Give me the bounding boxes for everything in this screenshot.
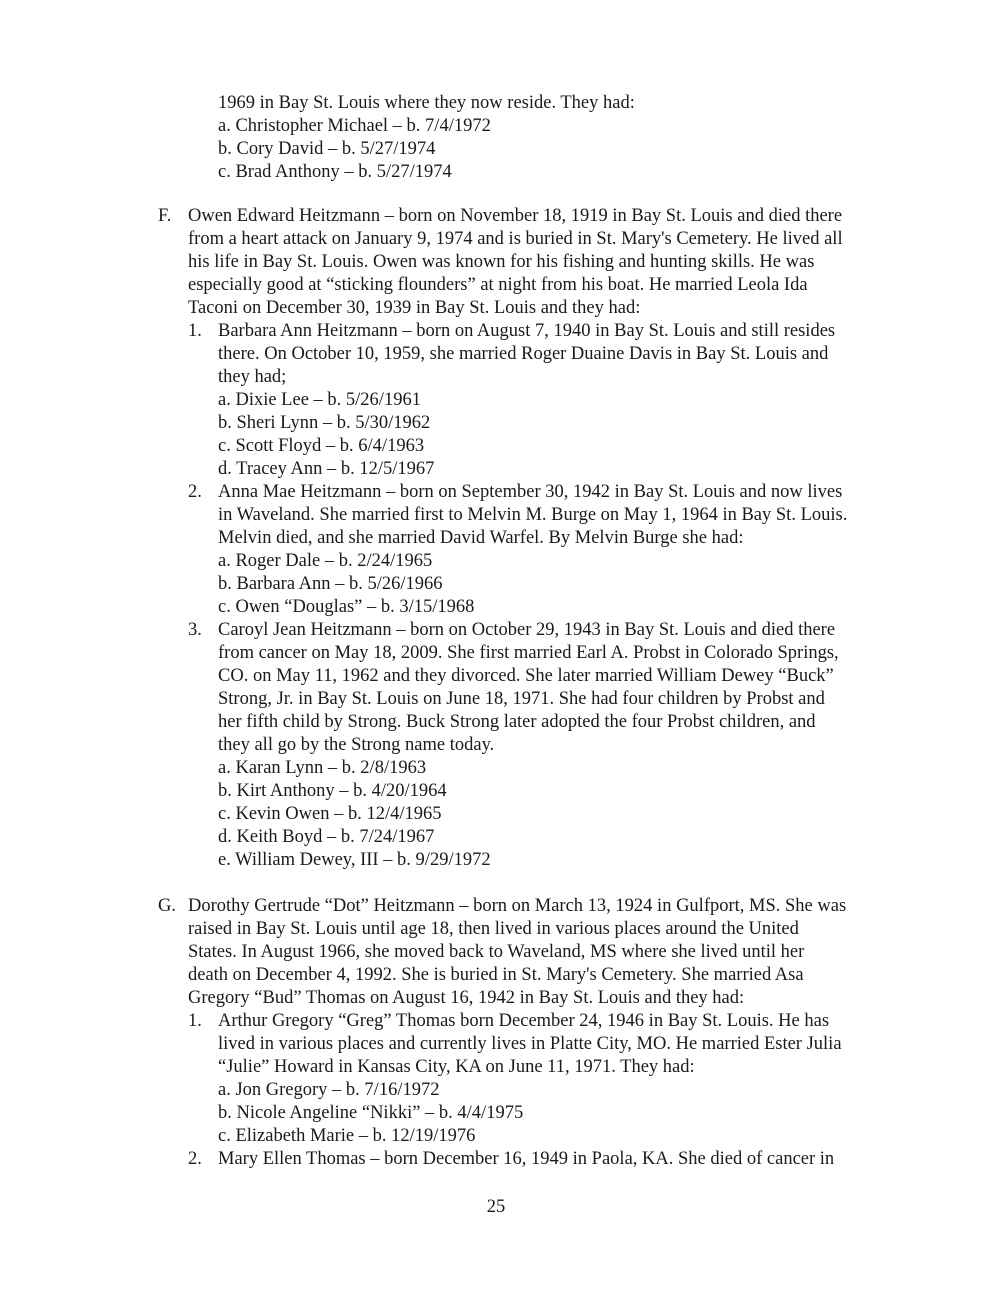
- entry-line: Caroyl Jean Heitzmann – born on October 29, 1943 in Bay St. Louis and died there: [218, 620, 836, 640]
- child-entry: c. Elizabeth Marie – b. 12/19/1976: [218, 1126, 476, 1146]
- entry-line: “Julie” Howard in Kansas City, KA on June 11, 1971. They had:: [218, 1057, 695, 1077]
- child-entry: d. Keith Boyd – b. 7/24/1967: [218, 827, 435, 847]
- paragraph-line: from a heart attack on January 9, 1974 and is buried in St. Mary's Cemetery. He lived all: [188, 229, 843, 249]
- entry-line: Barbara Ann Heitzmann – born on August 7, 1940 in Bay St. Louis and still resides: [218, 321, 836, 341]
- entry-line: Melvin died, and she married David Warfel. By Melvin Burge she had:: [218, 528, 744, 548]
- entry-marker: 1.: [188, 1011, 202, 1031]
- child-entry: a. Karan Lynn – b. 2/8/1963: [218, 758, 427, 778]
- child-entry: b. Nicole Angeline “Nikki” – b. 4/4/1975: [218, 1103, 524, 1123]
- entry-line: they all go by the Strong name today.: [218, 735, 495, 755]
- child-entry: b. Barbara Ann – b. 5/26/1966: [218, 574, 443, 594]
- entry-line: Anna Mae Heitzmann – born on September 30, 1942 in Bay St. Louis and now lives: [218, 482, 843, 502]
- child-entry: c. Owen “Douglas” – b. 3/15/1968: [218, 597, 475, 617]
- page-number: 25: [486, 1197, 506, 1217]
- child-entry: a. Roger Dale – b. 2/24/1965: [218, 551, 433, 571]
- entry-marker: 3.: [188, 620, 202, 640]
- entry-line: there. On October 10, 1959, she married Roger Duaine Davis in Bay St. Louis and: [218, 344, 829, 364]
- paragraph-line: Dorothy Gertrude “Dot” Heitzmann – born on March 13, 1924 in Gulfport, MS. She was: [188, 896, 847, 916]
- entry-line: Mary Ellen Thomas – born December 16, 1949 in Paola, KA. She died of cancer in: [218, 1149, 835, 1169]
- child-entry: c. Brad Anthony – b. 5/27/1974: [218, 162, 452, 182]
- section-marker: F.: [158, 206, 172, 226]
- entry-line: they had;: [218, 367, 287, 387]
- entry-line: Strong, Jr. in Bay St. Louis on June 18, 1971. She had four children by Probst and: [218, 689, 825, 709]
- child-entry: e. William Dewey, III – b. 9/29/1972: [218, 850, 491, 870]
- intro-line: 1969 in Bay St. Louis where they now reside. They had:: [218, 93, 635, 113]
- entry-marker: 1.: [188, 321, 202, 341]
- child-entry: a. Christopher Michael – b. 7/4/1972: [218, 116, 491, 136]
- child-entry: b. Cory David – b. 5/27/1974: [218, 139, 436, 159]
- child-entry: c. Scott Floyd – b. 6/4/1963: [218, 436, 425, 456]
- child-entry: a. Dixie Lee – b. 5/26/1961: [218, 390, 421, 410]
- child-entry: d. Tracey Ann – b. 12/5/1967: [218, 459, 435, 479]
- child-entry: a. Jon Gregory – b. 7/16/1972: [218, 1080, 440, 1100]
- paragraph-line: Taconi on December 30, 1939 in Bay St. Louis and they had:: [188, 298, 641, 318]
- child-entry: c. Kevin Owen – b. 12/4/1965: [218, 804, 442, 824]
- section-marker: G.: [158, 896, 176, 916]
- paragraph-line: raised in Bay St. Louis until age 18, then lived in various places around the United: [188, 919, 799, 939]
- entry-marker: 2.: [188, 482, 202, 502]
- paragraph-line: death on December 4, 1992. She is buried in St. Mary's Cemetery. She married Asa: [188, 965, 804, 985]
- entry-line: lived in various places and currently lives in Platte City, MO. He married Ester Julia: [218, 1034, 842, 1054]
- entry-line: Arthur Gregory “Greg” Thomas born December 24, 1946 in Bay St. Louis. He has: [218, 1011, 830, 1031]
- entry-line: CO. on May 11, 1962 and they divorced. She later married William Dewey “Buck”: [218, 666, 834, 686]
- paragraph-line: especially good at “sticking flounders” at night from his boat. He married Leola Ida: [188, 275, 808, 295]
- entry-line: in Waveland. She married first to Melvin M. Burge on May 1, 1964 in Bay St. Louis.: [218, 505, 848, 525]
- paragraph-line: Gregory “Bud” Thomas on August 16, 1942 in Bay St. Louis and they had:: [188, 988, 745, 1008]
- paragraph-line: his life in Bay St. Louis. Owen was known for his fishing and hunting skills. He was: [188, 252, 815, 272]
- paragraph-line: Owen Edward Heitzmann – born on November 18, 1919 in Bay St. Louis and died there: [188, 206, 843, 226]
- entry-marker: 2.: [188, 1149, 202, 1169]
- child-entry: b. Sheri Lynn – b. 5/30/1962: [218, 413, 431, 433]
- entry-line: her fifth child by Strong. Buck Strong later adopted the four Probst children, and: [218, 712, 816, 732]
- child-entry: b. Kirt Anthony – b. 4/20/1964: [218, 781, 447, 801]
- paragraph-line: States. In August 1966, she moved back to Waveland, MS where she lived until her: [188, 942, 805, 962]
- entry-line: from cancer on May 18, 2009. She first married Earl A. Probst in Colorado Springs,: [218, 643, 839, 663]
